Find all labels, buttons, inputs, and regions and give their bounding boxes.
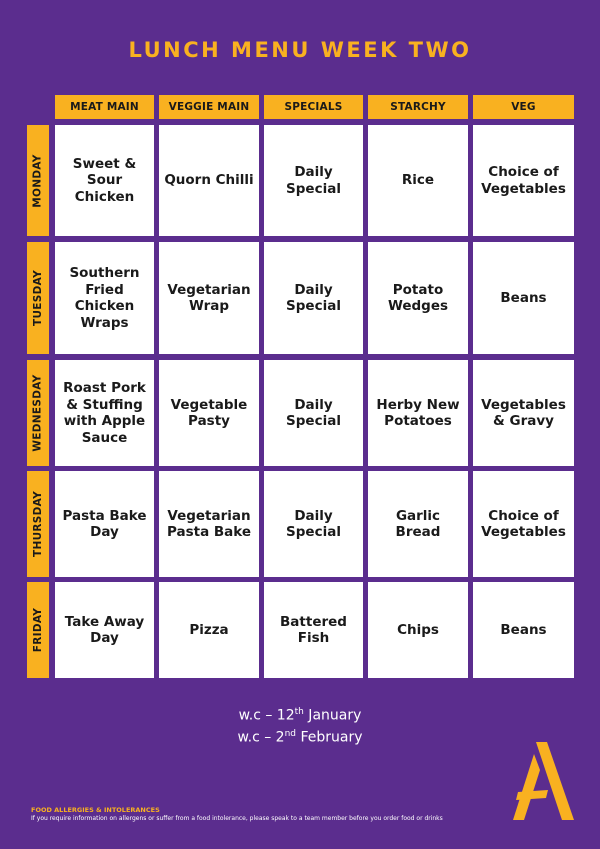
menu-cell xyxy=(159,360,259,466)
menu-item-text: Garlic Bread xyxy=(395,507,441,540)
menu-item-text: Beans xyxy=(500,621,547,638)
menu-cell xyxy=(55,471,154,577)
menu-item-text: Pasta Bake Day xyxy=(62,507,147,540)
menu-cell xyxy=(55,125,154,236)
column-header: VEG xyxy=(473,95,574,119)
menu-item-text: Rice xyxy=(401,172,435,189)
letter-a-logo-icon xyxy=(510,740,576,822)
menu-cell xyxy=(159,242,259,354)
day-label xyxy=(27,125,49,236)
column-header: STARCHY xyxy=(368,95,468,119)
day-label xyxy=(27,242,49,354)
menu-cell xyxy=(159,125,259,236)
menu-cell xyxy=(55,242,154,354)
menu-cell xyxy=(264,582,363,678)
column-header: SPECIALS xyxy=(264,95,363,119)
menu-cell xyxy=(368,242,468,354)
menu-cell xyxy=(264,360,363,466)
menu-cell xyxy=(368,582,468,678)
menu-item-text: Choice of Vegetables xyxy=(481,507,566,540)
day-label-text: MONDAY xyxy=(32,153,44,208)
menu-item-text: Vegetable Pasty xyxy=(170,396,248,429)
day-label-text: WEDNESDAY xyxy=(32,374,45,452)
menu-cell xyxy=(473,582,574,678)
menu-item-text: Vegetables & Gravy xyxy=(481,396,566,429)
menu-item-text: Roast Pork & Stuffing with Apple Sauce xyxy=(63,380,146,446)
column-header: VEGGIE MAIN xyxy=(159,95,259,119)
menu-cell xyxy=(473,242,574,354)
menu-cell xyxy=(368,360,468,466)
menu-cell xyxy=(55,582,154,678)
menu-cell xyxy=(473,360,574,466)
menu-item-text: Sweet & Sour Chicken xyxy=(72,155,137,205)
menu-item-text: Battered Fish xyxy=(280,613,347,646)
column-header: MEAT MAIN xyxy=(55,95,154,119)
menu-item-text: Quorn Chilli xyxy=(164,172,254,189)
menu-item-text: Daily Special xyxy=(286,164,341,197)
day-label xyxy=(27,582,49,678)
page-title: LUNCH MENU WEEK TWO xyxy=(128,38,472,62)
menu-cell xyxy=(264,242,363,354)
menu-cell xyxy=(368,471,468,577)
menu-item-text: Vegetarian Wrap xyxy=(167,281,251,314)
menu-item-text: Southern Fried Chicken Wraps xyxy=(69,265,140,331)
menu-item-text: Beans xyxy=(500,289,547,306)
menu-cell xyxy=(473,471,574,577)
menu-item-text: Vegetarian Pasta Bake xyxy=(166,507,252,540)
menu-cell xyxy=(264,471,363,577)
menu-item-text: Take Away Day xyxy=(64,613,145,646)
menu-item-text: Daily Special xyxy=(286,507,341,540)
menu-cell xyxy=(264,125,363,236)
date-line-2: w.c – 2nd February xyxy=(237,729,363,746)
date-line-1: w.c – 12th January xyxy=(238,707,362,724)
menu-item-text: Choice of Vegetables xyxy=(481,164,566,197)
day-label-text: TUESDAY xyxy=(32,270,44,326)
menu-cell xyxy=(159,582,259,678)
menu-item-text: Potato Wedges xyxy=(387,281,449,314)
day-label xyxy=(27,471,49,577)
menu-cell xyxy=(368,125,468,236)
day-label-text: FRIDAY xyxy=(32,607,44,653)
allergy-notice: If you require information on allergens or suffer from a food intolerance, please speak to a team member before you order food or drinks xyxy=(31,815,443,822)
menu-cell xyxy=(473,125,574,236)
menu-cell xyxy=(55,360,154,466)
menu-item-text: Daily Special xyxy=(286,396,341,429)
day-label xyxy=(27,360,49,466)
menu-item-text: Pizza xyxy=(189,621,229,638)
day-label-text: THURSDAY xyxy=(32,491,44,557)
menu-cell xyxy=(159,471,259,577)
allergy-heading: FOOD ALLERGIES & INTOLERANCES xyxy=(31,806,160,814)
menu-item-text: Herby New Potatoes xyxy=(376,396,460,429)
menu-item-text: Chips xyxy=(397,621,439,638)
menu-item-text: Daily Special xyxy=(286,281,341,314)
